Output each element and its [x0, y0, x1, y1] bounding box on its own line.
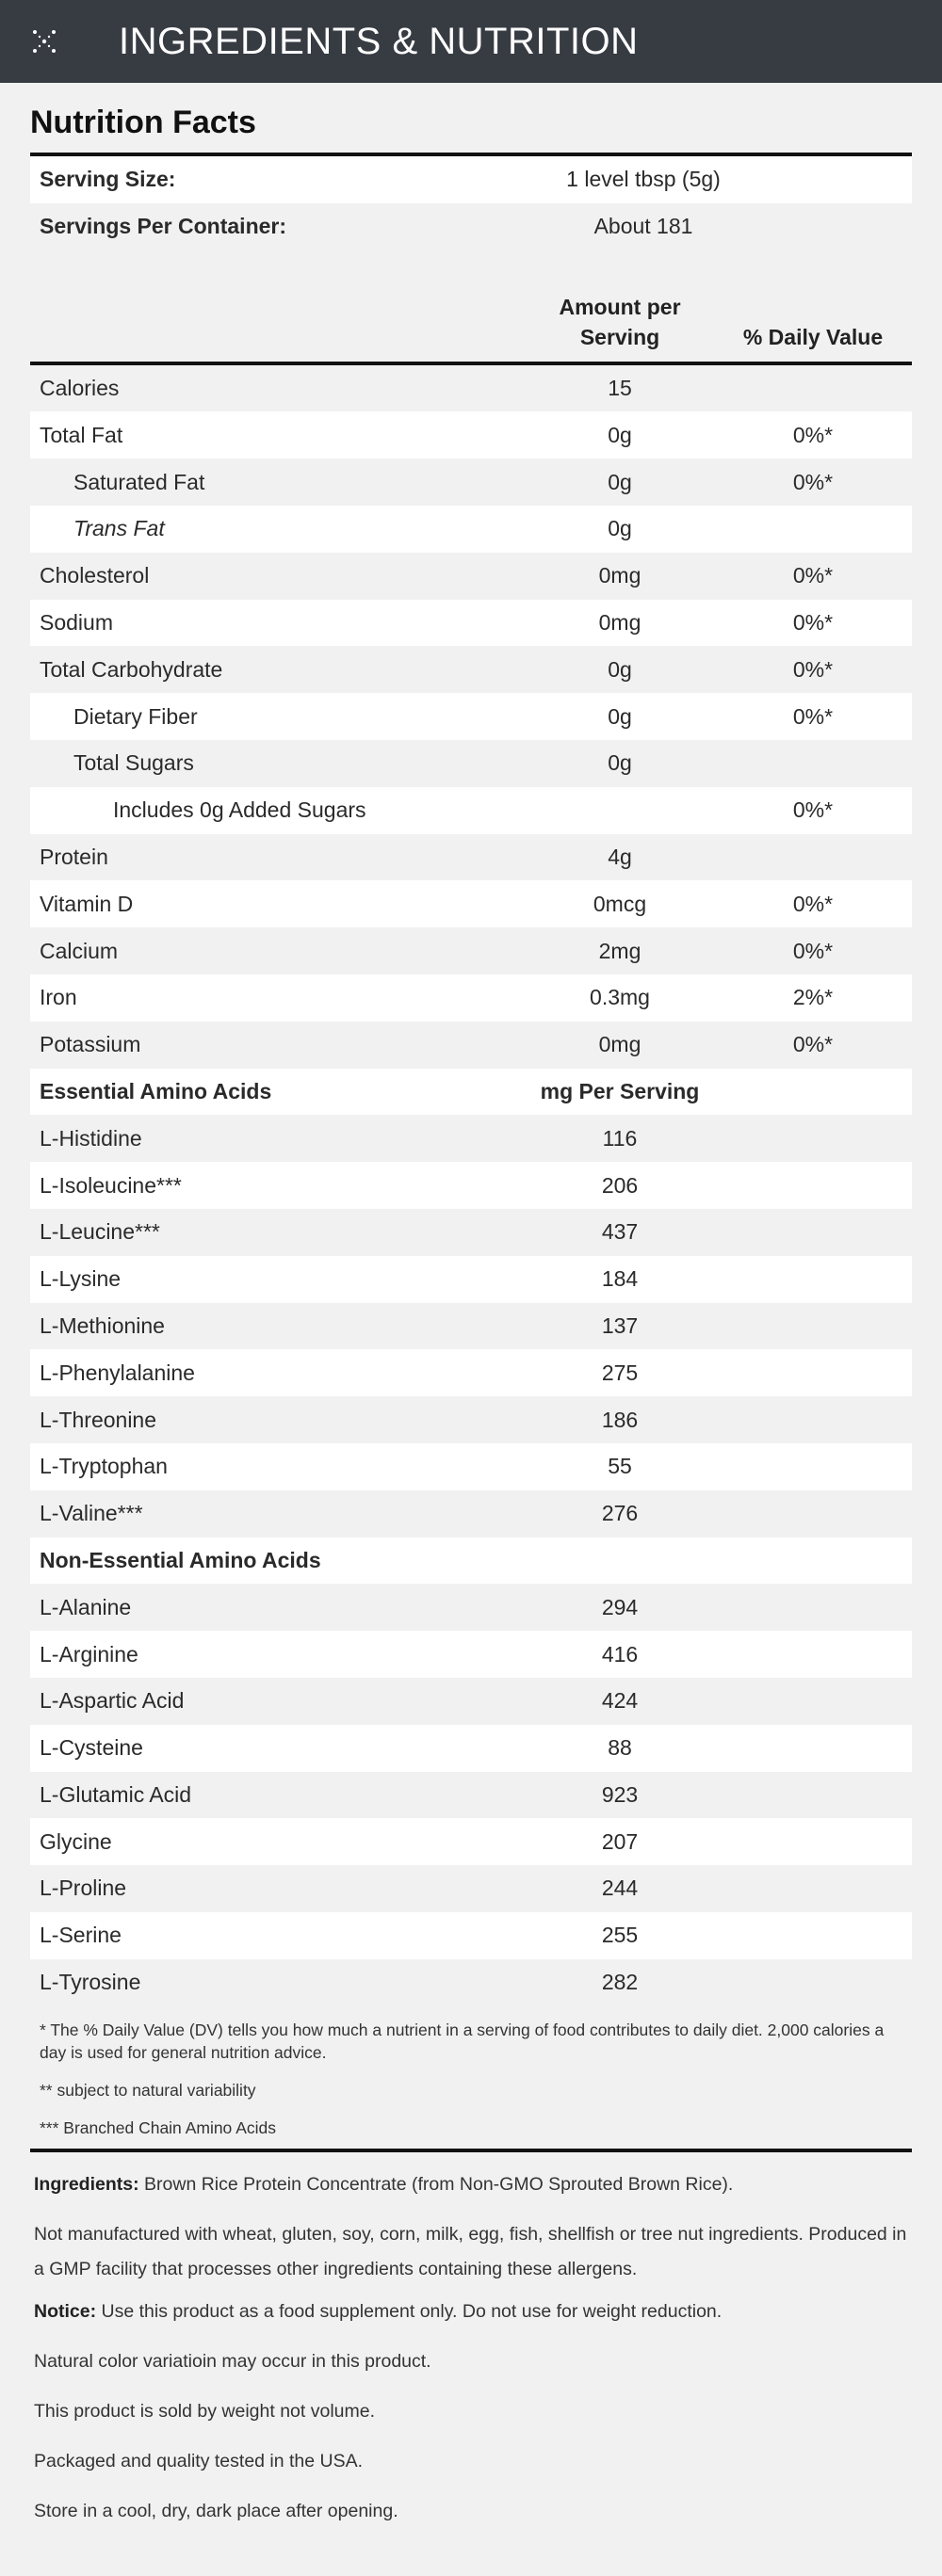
- amino-amount: 55: [608, 1454, 632, 1479]
- amino-amount: 184: [601, 1266, 639, 1292]
- section-title: INGREDIENTS & NUTRITION: [119, 20, 639, 62]
- essential-amino-heading-row: [30, 1069, 912, 1116]
- nutrient-name: Iron: [40, 985, 77, 1010]
- amino-row: [30, 1490, 912, 1538]
- allergen-statement: Not manufactured with wheat, gluten, soy, corn, milk, egg, fish, shellfish or tree nut ingredients. Produced in a GMP facility that processes other ingredients containing these allergens.: [34, 2224, 907, 2280]
- nutrient-amount: 2mg: [598, 938, 642, 963]
- amino-name: L-Methionine: [40, 1312, 165, 1338]
- amino-name: L-Valine***: [40, 1501, 143, 1526]
- amount-column-label: Amount per Serving: [559, 294, 681, 349]
- nutrient-amount: 0g: [608, 422, 632, 447]
- nutrient-row: [30, 834, 912, 881]
- amino-amount: 137: [601, 1312, 639, 1338]
- nutrient-row: [30, 1022, 912, 1069]
- nutrient-name: Potassium: [40, 1032, 141, 1057]
- amino-amount: 294: [601, 1594, 639, 1619]
- nutrient-amount: 4g: [608, 844, 632, 869]
- nutrient-row: [30, 506, 912, 553]
- amino-row: [30, 1772, 912, 1819]
- nutrient-dv: 0%*: [792, 609, 834, 635]
- footnotes: [30, 2005, 912, 2139]
- nutrient-dv: 0%*: [792, 703, 834, 729]
- amino-amount: 206: [601, 1172, 639, 1198]
- amino-row: [30, 1912, 912, 1959]
- nutrient-dv: 0%*: [792, 469, 834, 494]
- nutrient-name: Total Fat: [40, 422, 123, 447]
- notice-line: [34, 2300, 908, 2324]
- nutrient-dv: 0%*: [792, 797, 834, 823]
- amino-name: L-Threonine: [40, 1407, 157, 1432]
- amino-row: [30, 1256, 912, 1303]
- nutrient-dv: 0%*: [792, 938, 834, 963]
- nutrient-amount: 0g: [608, 469, 632, 494]
- nutrient-row: [30, 693, 912, 740]
- ingredients-label: Ingredients:: [34, 2174, 139, 2196]
- mg-per-serving-label: mg Per Serving: [540, 1078, 700, 1103]
- nutrition-panel: [0, 102, 942, 2523]
- amino-name: L-Alanine: [40, 1594, 132, 1619]
- amino-row: [30, 1209, 912, 1256]
- ingredients-line: [34, 2173, 908, 2197]
- servings-per-container-value: About 181: [593, 214, 693, 239]
- amino-name: L-Arginine: [40, 1641, 138, 1666]
- nutrient-row: [30, 646, 912, 693]
- sparkle-dots-icon: [30, 27, 58, 56]
- essential-amino-heading: Essential Amino Acids: [40, 1078, 272, 1103]
- amino-name: L-Proline: [40, 1876, 127, 1901]
- nutrient-row: [30, 600, 912, 647]
- nutrient-name: Protein: [40, 844, 108, 869]
- amino-name: L-Histidine: [40, 1125, 142, 1151]
- nutrient-amount: 0g: [608, 656, 632, 682]
- amino-row: [30, 1584, 912, 1631]
- nutrient-amount: 0g: [608, 516, 632, 541]
- color-variation-note: Natural color variatioin may occur in this product.: [34, 2351, 431, 2373]
- amino-name: L-Cysteine: [40, 1735, 143, 1761]
- nutrient-name: Vitamin D: [40, 891, 134, 916]
- section-header[interactable]: [0, 0, 942, 83]
- amino-amount: 276: [601, 1501, 639, 1526]
- notice-label: Notice:: [34, 2301, 97, 2323]
- ingredients-text: Brown Rice Protein Concentrate (from Non-GMO Sprouted Brown Rice).: [144, 2174, 734, 2196]
- column-header: [30, 288, 912, 365]
- amino-amount: 186: [601, 1407, 639, 1432]
- nutrient-row: [30, 740, 912, 787]
- nutrient-amount: 0g: [608, 703, 632, 729]
- daily-value-column-label: % Daily Value: [742, 324, 884, 349]
- nutrient-row: [30, 411, 912, 459]
- storage-note: Store in a cool, dry, dark place after opening.: [34, 2501, 398, 2522]
- nutrient-row: [30, 459, 912, 506]
- amino-amount: 88: [608, 1735, 632, 1761]
- amino-name: L-Tryptophan: [40, 1454, 168, 1479]
- nutrient-name: Calcium: [40, 938, 119, 963]
- amino-row: [30, 1865, 912, 1912]
- amino-amount: 923: [601, 1781, 639, 1807]
- nutrient-amount: 0.3mg: [590, 985, 650, 1010]
- nutrient-name: Total Sugars: [73, 750, 194, 776]
- amino-row: [30, 1349, 912, 1396]
- nutrient-amount: 0mg: [598, 609, 642, 635]
- nutrient-name: Trans Fat: [73, 516, 165, 541]
- nutrient-dv: 0%*: [792, 563, 834, 588]
- nutrition-facts-title: Nutrition Facts: [30, 102, 912, 156]
- footnote-dv: * The % Daily Value (DV) tells you how much a nutrient in a serving of food contributes to daily diet. 2,000 calories a day is used for general nutrition advice.: [40, 2021, 885, 2063]
- amino-row: [30, 1678, 912, 1725]
- nutrient-dv: 0%*: [792, 1032, 834, 1057]
- serving-size-value: 1 level tbsp (5g): [566, 167, 721, 192]
- nonessential-amino-heading-row: [30, 1538, 912, 1585]
- amino-name: L-Leucine***: [40, 1219, 160, 1245]
- amino-name: L-Phenylalanine: [40, 1360, 195, 1385]
- amino-amount: 437: [601, 1219, 639, 1245]
- nutrient-name: Saturated Fat: [73, 469, 205, 494]
- amino-row: [30, 1818, 912, 1865]
- weight-note: This product is sold by weight not volume.: [34, 2401, 376, 2423]
- nutrient-row: [30, 880, 912, 927]
- nutrient-dv: 0%*: [792, 891, 834, 916]
- amino-row: [30, 1443, 912, 1490]
- nutrient-dv: 0%*: [792, 656, 834, 682]
- amino-name: L-Serine: [40, 1923, 122, 1948]
- amino-amount: 275: [601, 1360, 639, 1385]
- amino-name: L-Tyrosine: [40, 1970, 141, 1995]
- nutrient-name: Calories: [40, 375, 120, 400]
- nutrient-dv: 2%*: [792, 985, 834, 1010]
- amino-amount: 244: [601, 1876, 639, 1901]
- nutrient-amount: 0g: [608, 750, 632, 776]
- amino-row: [30, 1162, 912, 1209]
- amino-amount: 255: [601, 1923, 639, 1948]
- nutrient-row: [30, 553, 912, 600]
- nutrient-row: [30, 974, 912, 1022]
- nutrient-amount: 0mg: [598, 1032, 642, 1057]
- product-info: [30, 2152, 912, 2523]
- serving-size-row: [30, 156, 912, 203]
- nutrient-row: [30, 365, 912, 412]
- nutrient-name: Sodium: [40, 609, 113, 635]
- packaged-note: Packaged and quality tested in the USA.: [34, 2451, 364, 2472]
- serving-size-label: Serving Size:: [40, 167, 176, 192]
- amino-amount: 416: [601, 1641, 639, 1666]
- amino-row: [30, 1303, 912, 1350]
- nutrient-amount: 15: [608, 375, 632, 400]
- amino-amount: 424: [601, 1688, 639, 1714]
- footnote-bcaa: *** Branched Chain Amino Acids: [40, 2118, 276, 2138]
- nutrient-name: Cholesterol: [40, 563, 150, 588]
- amino-name: Glycine: [40, 1828, 112, 1854]
- servings-per-container-row: [30, 203, 912, 250]
- amino-row: [30, 1959, 912, 2006]
- nutrient-amount: 0mcg: [593, 891, 647, 916]
- amino-amount: 282: [601, 1970, 639, 1995]
- notice-text: Use this product as a food supplement only. Do not use for weight reduction.: [101, 2301, 723, 2323]
- nutrient-name: Includes 0g Added Sugars: [113, 797, 366, 823]
- amino-name: L-Aspartic Acid: [40, 1688, 185, 1714]
- amino-amount: 207: [601, 1828, 639, 1854]
- amino-name: L-Lysine: [40, 1266, 122, 1292]
- nutrient-amount: 0mg: [598, 563, 642, 588]
- nutrient-name: Dietary Fiber: [73, 703, 198, 729]
- amino-row: [30, 1115, 912, 1162]
- nonessential-amino-heading: Non-Essential Amino Acids: [40, 1547, 321, 1572]
- amino-row: [30, 1725, 912, 1772]
- amino-row: [30, 1631, 912, 1678]
- servings-per-container-label: Servings Per Container:: [40, 214, 287, 239]
- amino-amount: 116: [602, 1125, 638, 1151]
- nutrient-dv: 0%*: [792, 422, 834, 447]
- amino-row: [30, 1396, 912, 1443]
- nutrient-row: [30, 927, 912, 974]
- footnote-variability: ** subject to natural variability: [40, 2081, 256, 2101]
- nutrient-row: [30, 787, 912, 834]
- nutrient-name: Total Carbohydrate: [40, 656, 223, 682]
- amino-name: L-Isoleucine***: [40, 1172, 182, 1198]
- amino-name: L-Glutamic Acid: [40, 1781, 192, 1807]
